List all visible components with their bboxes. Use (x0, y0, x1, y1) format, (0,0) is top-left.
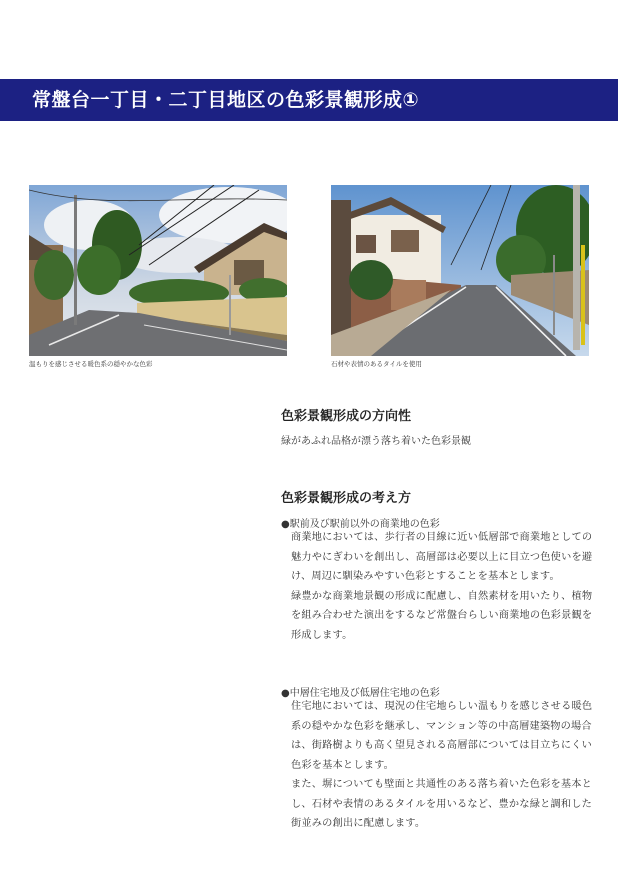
section-body-commercial (291, 528, 594, 645)
page-title: 常盤台一丁目・二丁目地区の色彩景観形成① (32, 89, 420, 111)
photo-tiled-street (331, 185, 589, 356)
paragraph: 緑豊かな商業地景観の形成に配慮し、自然素材を用いたり、植物を組み合わせた演出をするなど常盤台らしい商業地の色彩景観を形成します。 (291, 590, 593, 641)
photo-residential-street (29, 185, 287, 356)
direction-heading: 色彩景観形成の方向性 (281, 409, 412, 424)
section-heading-residential: ●中層住宅地及び低層住宅地の色彩 (281, 688, 440, 699)
section-body-residential (291, 697, 594, 834)
title-bar (0, 79, 618, 121)
paragraph: 住宅地においては、現況の住宅地らしい温もりを感じさせる暖色系の穏やかな色彩を継承し、マンション等の中高層建築物の場合は、街路樹よりも高く望見される高層部については目立ちにくい色彩を基本とします。 (291, 701, 593, 771)
paragraph: 商業地においては、歩行者の目線に近い低層部で商業地としての魅力やにぎわいを創出し、高層部は必要以上に目立つ色使いを避け、周辺に馴染みやすい色彩とすることを基本とします。 (291, 532, 593, 582)
approach-heading: 色彩景観形成の考え方 (281, 491, 412, 506)
section-heading-commercial: ●駅前及び駅前以外の商業地の色彩 (281, 519, 440, 530)
paragraph: また、塀についても壁面と共通性のある落ち着いた色彩を基本とし、石材や表情のあるタイルを用いるなど、豊かな緑と調和した街並みの創出に配慮します。 (291, 779, 593, 829)
photo-caption: 温もりを感じさせる暖色系の穏やかな色彩 (29, 360, 153, 368)
direction-text: 緑があふれ品格が漂う落ち着いた色彩景観 (281, 436, 471, 447)
photo-caption: 石材や表情のあるタイルを使用 (331, 360, 422, 368)
